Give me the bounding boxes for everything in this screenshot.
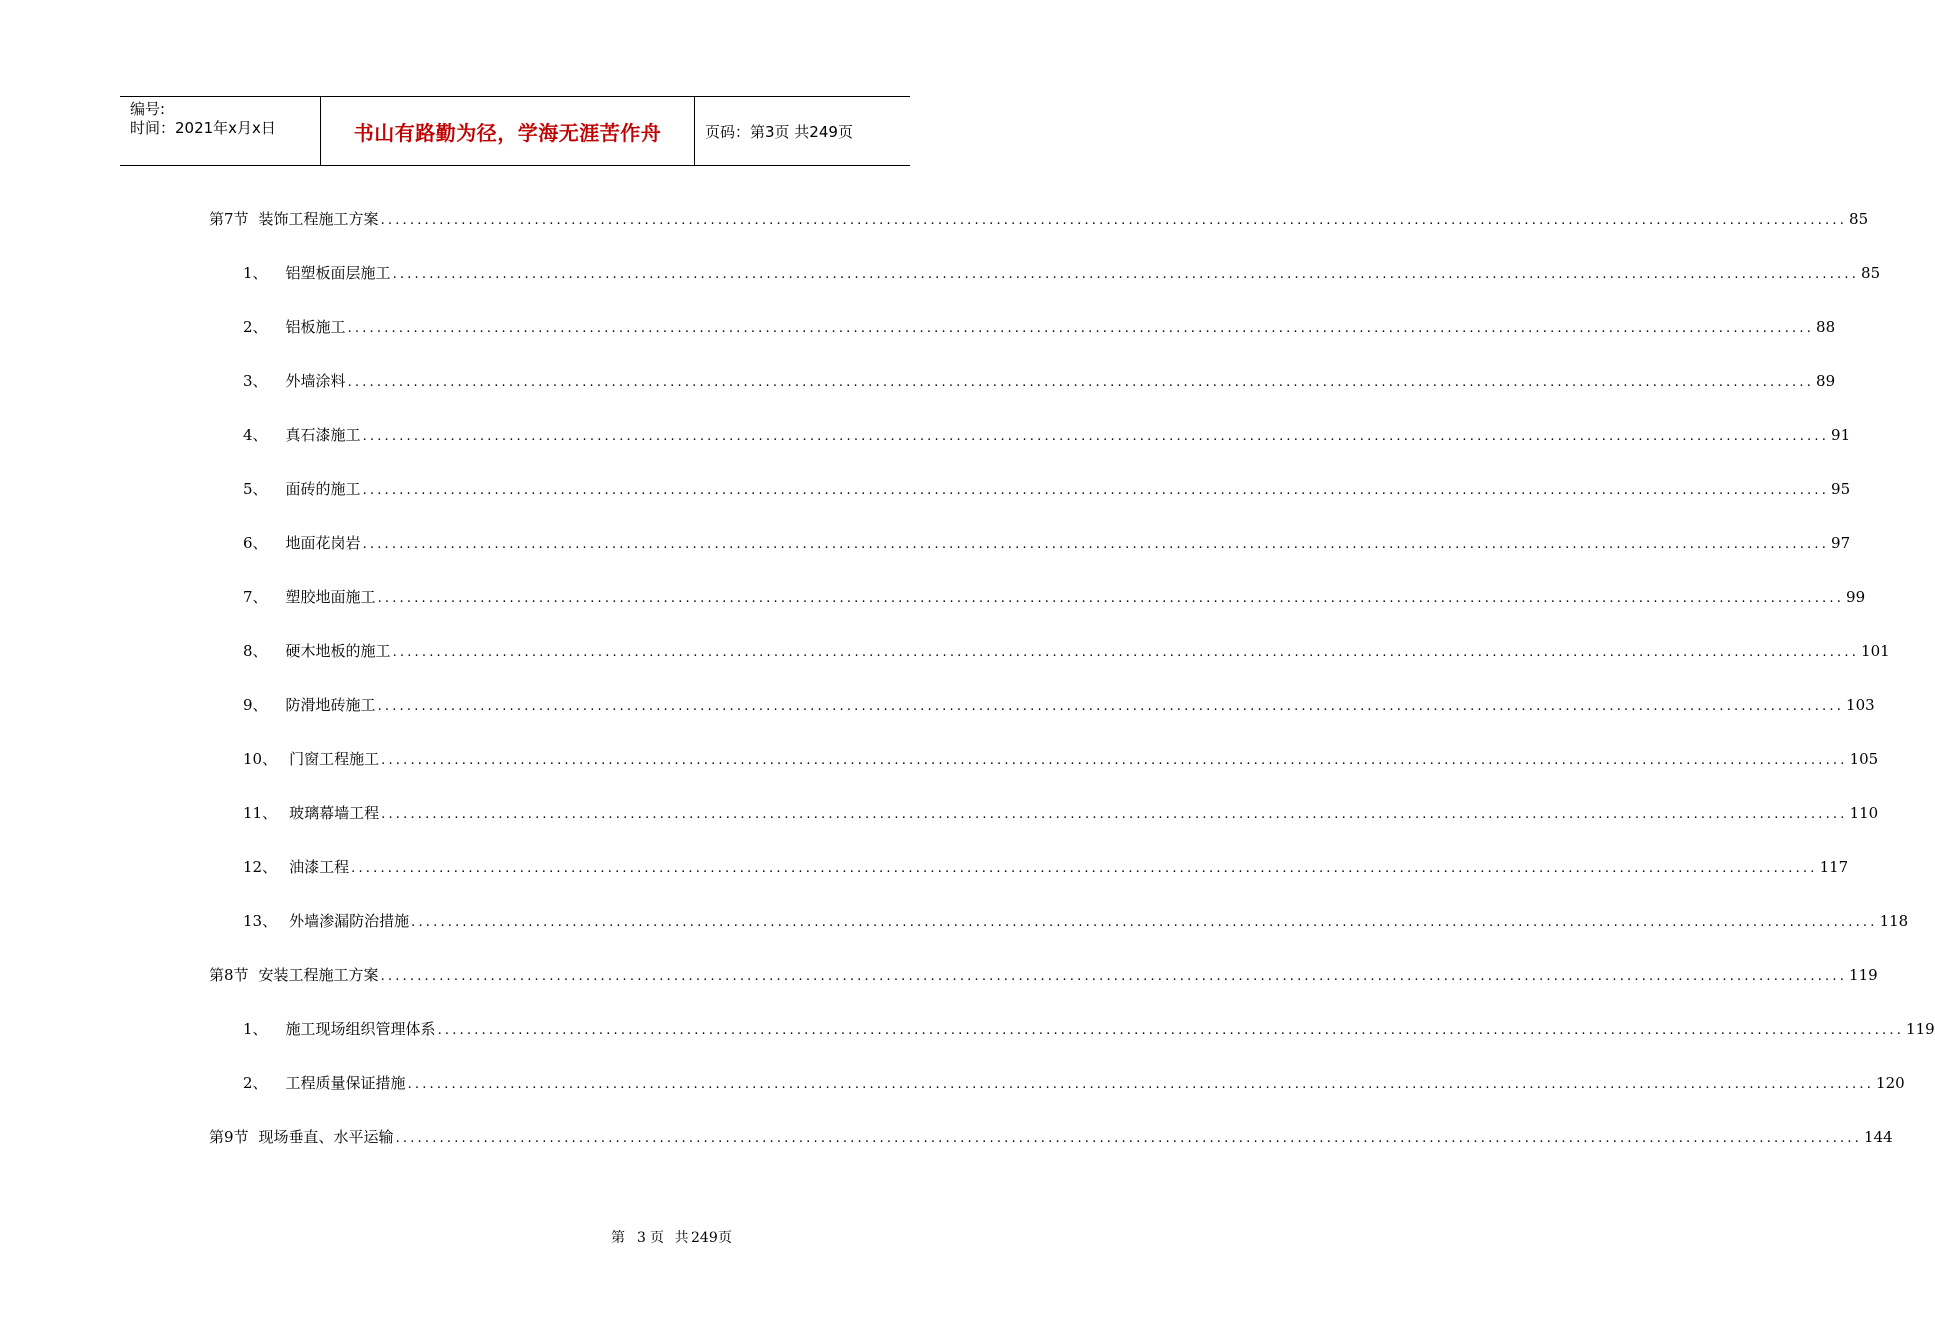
toc-entry-number: 8、 (243, 642, 268, 660)
footer-current-page: 3 (637, 1230, 646, 1246)
toc-row (0, 315, 1836, 339)
footer-suffix: 页 (718, 1230, 732, 1246)
toc-dot-leader: ........................................................................................................................................................................................................ (395, 1131, 1863, 1146)
toc-entry-title: 装饰工程施工方案 (258, 210, 379, 228)
toc-row (0, 801, 1879, 825)
toc-entry[interactable] (243, 639, 1890, 665)
toc-entry-title: 塑胶地面施工 (285, 588, 376, 606)
toc-entry-page: 89 (1816, 372, 1836, 390)
toc-entry-page: 101 (1861, 642, 1890, 660)
toc-row (0, 909, 1909, 933)
toc-row (0, 963, 1878, 987)
toc-row (0, 1125, 1893, 1149)
toc-entry-page: 97 (1831, 534, 1851, 552)
toc-entry-title: 现场垂直、水平运输 (258, 1128, 394, 1146)
toc-dot-leader: ........................................................................................................................................................................................................ (437, 1023, 1905, 1038)
toc-entry-title: 地面花岗岩 (285, 534, 361, 552)
toc-entry-title: 油漆工程 (289, 858, 350, 876)
toc-entry[interactable] (243, 477, 1851, 503)
toc-entry-page: 120 (1876, 1074, 1905, 1092)
toc-row (0, 207, 1869, 231)
toc-row (0, 477, 1851, 501)
toc-dot-leader: ........................................................................................................................................................................................................ (347, 375, 1815, 390)
header-info-cell (120, 97, 321, 165)
toc-entry[interactable] (209, 963, 1878, 989)
toc-entry-page: 85 (1861, 264, 1881, 282)
toc-entry-page: 119 (1849, 966, 1878, 984)
toc-entry[interactable] (209, 207, 1869, 233)
toc-row (0, 855, 1849, 879)
toc-dot-leader: ........................................................................................................................................................................................................ (380, 213, 1848, 228)
header-page-code: 页码：第3页 共249页 (705, 122, 853, 141)
toc-row (0, 1071, 1905, 1095)
toc-entry-page: 85 (1849, 210, 1869, 228)
toc-row (0, 639, 1890, 663)
toc-row (0, 261, 1881, 285)
toc-entry-title: 铝板施工 (285, 318, 346, 336)
toc-dot-leader: ........................................................................................................................................................................................................ (381, 807, 1848, 822)
toc-entry-title: 真石漆施工 (285, 426, 361, 444)
toc-dot-leader: ........................................................................................................................................................................................................ (392, 267, 1860, 282)
toc-entry-title: 施工现场组织管理体系 (285, 1020, 436, 1038)
toc-row (0, 531, 1851, 555)
toc-entry-title: 外墙涂料 (285, 372, 346, 390)
toc-entry-page: 117 (1819, 858, 1849, 876)
toc-entry-number: 7、 (243, 588, 268, 606)
toc-dot-leader: ........................................................................................................................................................................................................ (377, 699, 1845, 714)
toc-row (0, 423, 1851, 447)
toc-entry[interactable] (243, 747, 1879, 773)
toc-dot-leader: ........................................................................................................................................................................................................ (362, 429, 1830, 444)
toc-dot-leader: ........................................................................................................................................................................................................ (362, 537, 1830, 552)
toc-entry-number: 12、 (243, 858, 278, 876)
toc-dot-leader: ........................................................................................................................................................................................................ (347, 321, 1815, 336)
toc-entry-number: 2、 (243, 318, 268, 336)
footer-prefix: 第 (611, 1230, 625, 1246)
toc-entry-page: 105 (1849, 750, 1879, 768)
toc-entry-title: 防滑地砖施工 (285, 696, 376, 714)
toc-dot-leader: ........................................................................................................................................................................................................ (362, 483, 1830, 498)
toc-row (0, 693, 1875, 717)
toc-entry-title: 门窗工程施工 (289, 750, 380, 768)
toc-entry[interactable] (243, 261, 1881, 287)
header-motto: 书山有路勤为径，学海无涯苦作舟 (353, 120, 662, 145)
toc-entry-title: 硬木地板的施工 (285, 642, 391, 660)
toc-entry-number: 1、 (243, 264, 268, 282)
toc-dot-leader: ........................................................................................................................................................................................................ (407, 1077, 1875, 1092)
toc-entry[interactable] (243, 369, 1836, 395)
toc-entry-number: 第7节 (209, 210, 249, 228)
page-header (120, 96, 910, 166)
toc-entry[interactable] (209, 1125, 1893, 1151)
toc-dot-leader: ........................................................................................................................................................................................................ (392, 645, 1860, 660)
toc-entry-number: 5、 (243, 480, 268, 498)
toc-row (0, 747, 1879, 771)
toc-row (0, 1017, 1935, 1041)
toc-entry-number: 1、 (243, 1020, 268, 1038)
toc-entry-page: 144 (1864, 1128, 1893, 1146)
toc-entry-number: 2、 (243, 1074, 268, 1092)
toc-entry[interactable] (243, 423, 1851, 449)
toc-entry-number: 第8节 (209, 966, 249, 984)
toc-entry-title: 外墙渗漏防治措施 (289, 912, 410, 930)
header-page-cell (695, 97, 910, 165)
toc-entry-page: 99 (1846, 588, 1866, 606)
doc-time-label: 时间：2021年x月x日 (130, 119, 276, 137)
toc-entry[interactable] (243, 855, 1849, 881)
toc-dot-leader: ........................................................................................................................................................................................................ (381, 753, 1848, 768)
toc-entry-title: 安装工程施工方案 (258, 966, 379, 984)
header-motto-cell (321, 97, 695, 165)
toc-dot-leader: ........................................................................................................................................................................................................ (380, 969, 1848, 984)
toc-row (0, 585, 1866, 609)
toc-entry[interactable] (243, 693, 1875, 719)
toc-entry[interactable] (243, 315, 1836, 341)
toc-entry-page: 110 (1849, 804, 1879, 822)
toc-entry-number: 第9节 (209, 1128, 249, 1146)
toc-entry-page: 88 (1816, 318, 1836, 336)
toc-dot-leader: ........................................................................................................................................................................................................ (411, 915, 1878, 930)
toc-entry[interactable] (243, 531, 1851, 557)
toc-entry-title: 铝塑板面层施工 (285, 264, 391, 282)
toc-entry-number: 6、 (243, 534, 268, 552)
toc-entry-number: 11、 (243, 804, 278, 822)
toc-entry-number: 10、 (243, 750, 278, 768)
toc-entry-number: 4、 (243, 426, 268, 444)
toc-entry-page: 118 (1879, 912, 1909, 930)
toc-entry-page: 103 (1846, 696, 1875, 714)
toc-entry-title: 工程质量保证措施 (285, 1074, 406, 1092)
toc-entry[interactable] (243, 585, 1866, 611)
toc-entry[interactable] (243, 909, 1909, 935)
footer-total-pages: 249 (691, 1230, 718, 1246)
toc-entry-number: 3、 (243, 372, 268, 390)
toc-entry-page: 91 (1831, 426, 1851, 444)
toc-entry-page: 119 (1906, 1020, 1935, 1038)
footer-middle: 页 共 (650, 1230, 689, 1246)
toc-entry[interactable] (243, 801, 1879, 827)
toc-entry-number: 9、 (243, 696, 268, 714)
doc-number-label: 编号: (130, 100, 166, 118)
toc-dot-leader: ........................................................................................................................................................................................................ (377, 591, 1845, 606)
toc-entry-number: 13、 (243, 912, 278, 930)
toc-row (0, 369, 1836, 393)
toc-entry-page: 95 (1831, 480, 1851, 498)
toc-entry-title: 面砖的施工 (285, 480, 361, 498)
toc-entry-title: 玻璃幕墙工程 (289, 804, 380, 822)
toc-dot-leader: ........................................................................................................................................................................................................ (351, 861, 1818, 876)
toc-entry[interactable] (243, 1071, 1905, 1097)
toc-entry[interactable] (243, 1017, 1935, 1043)
